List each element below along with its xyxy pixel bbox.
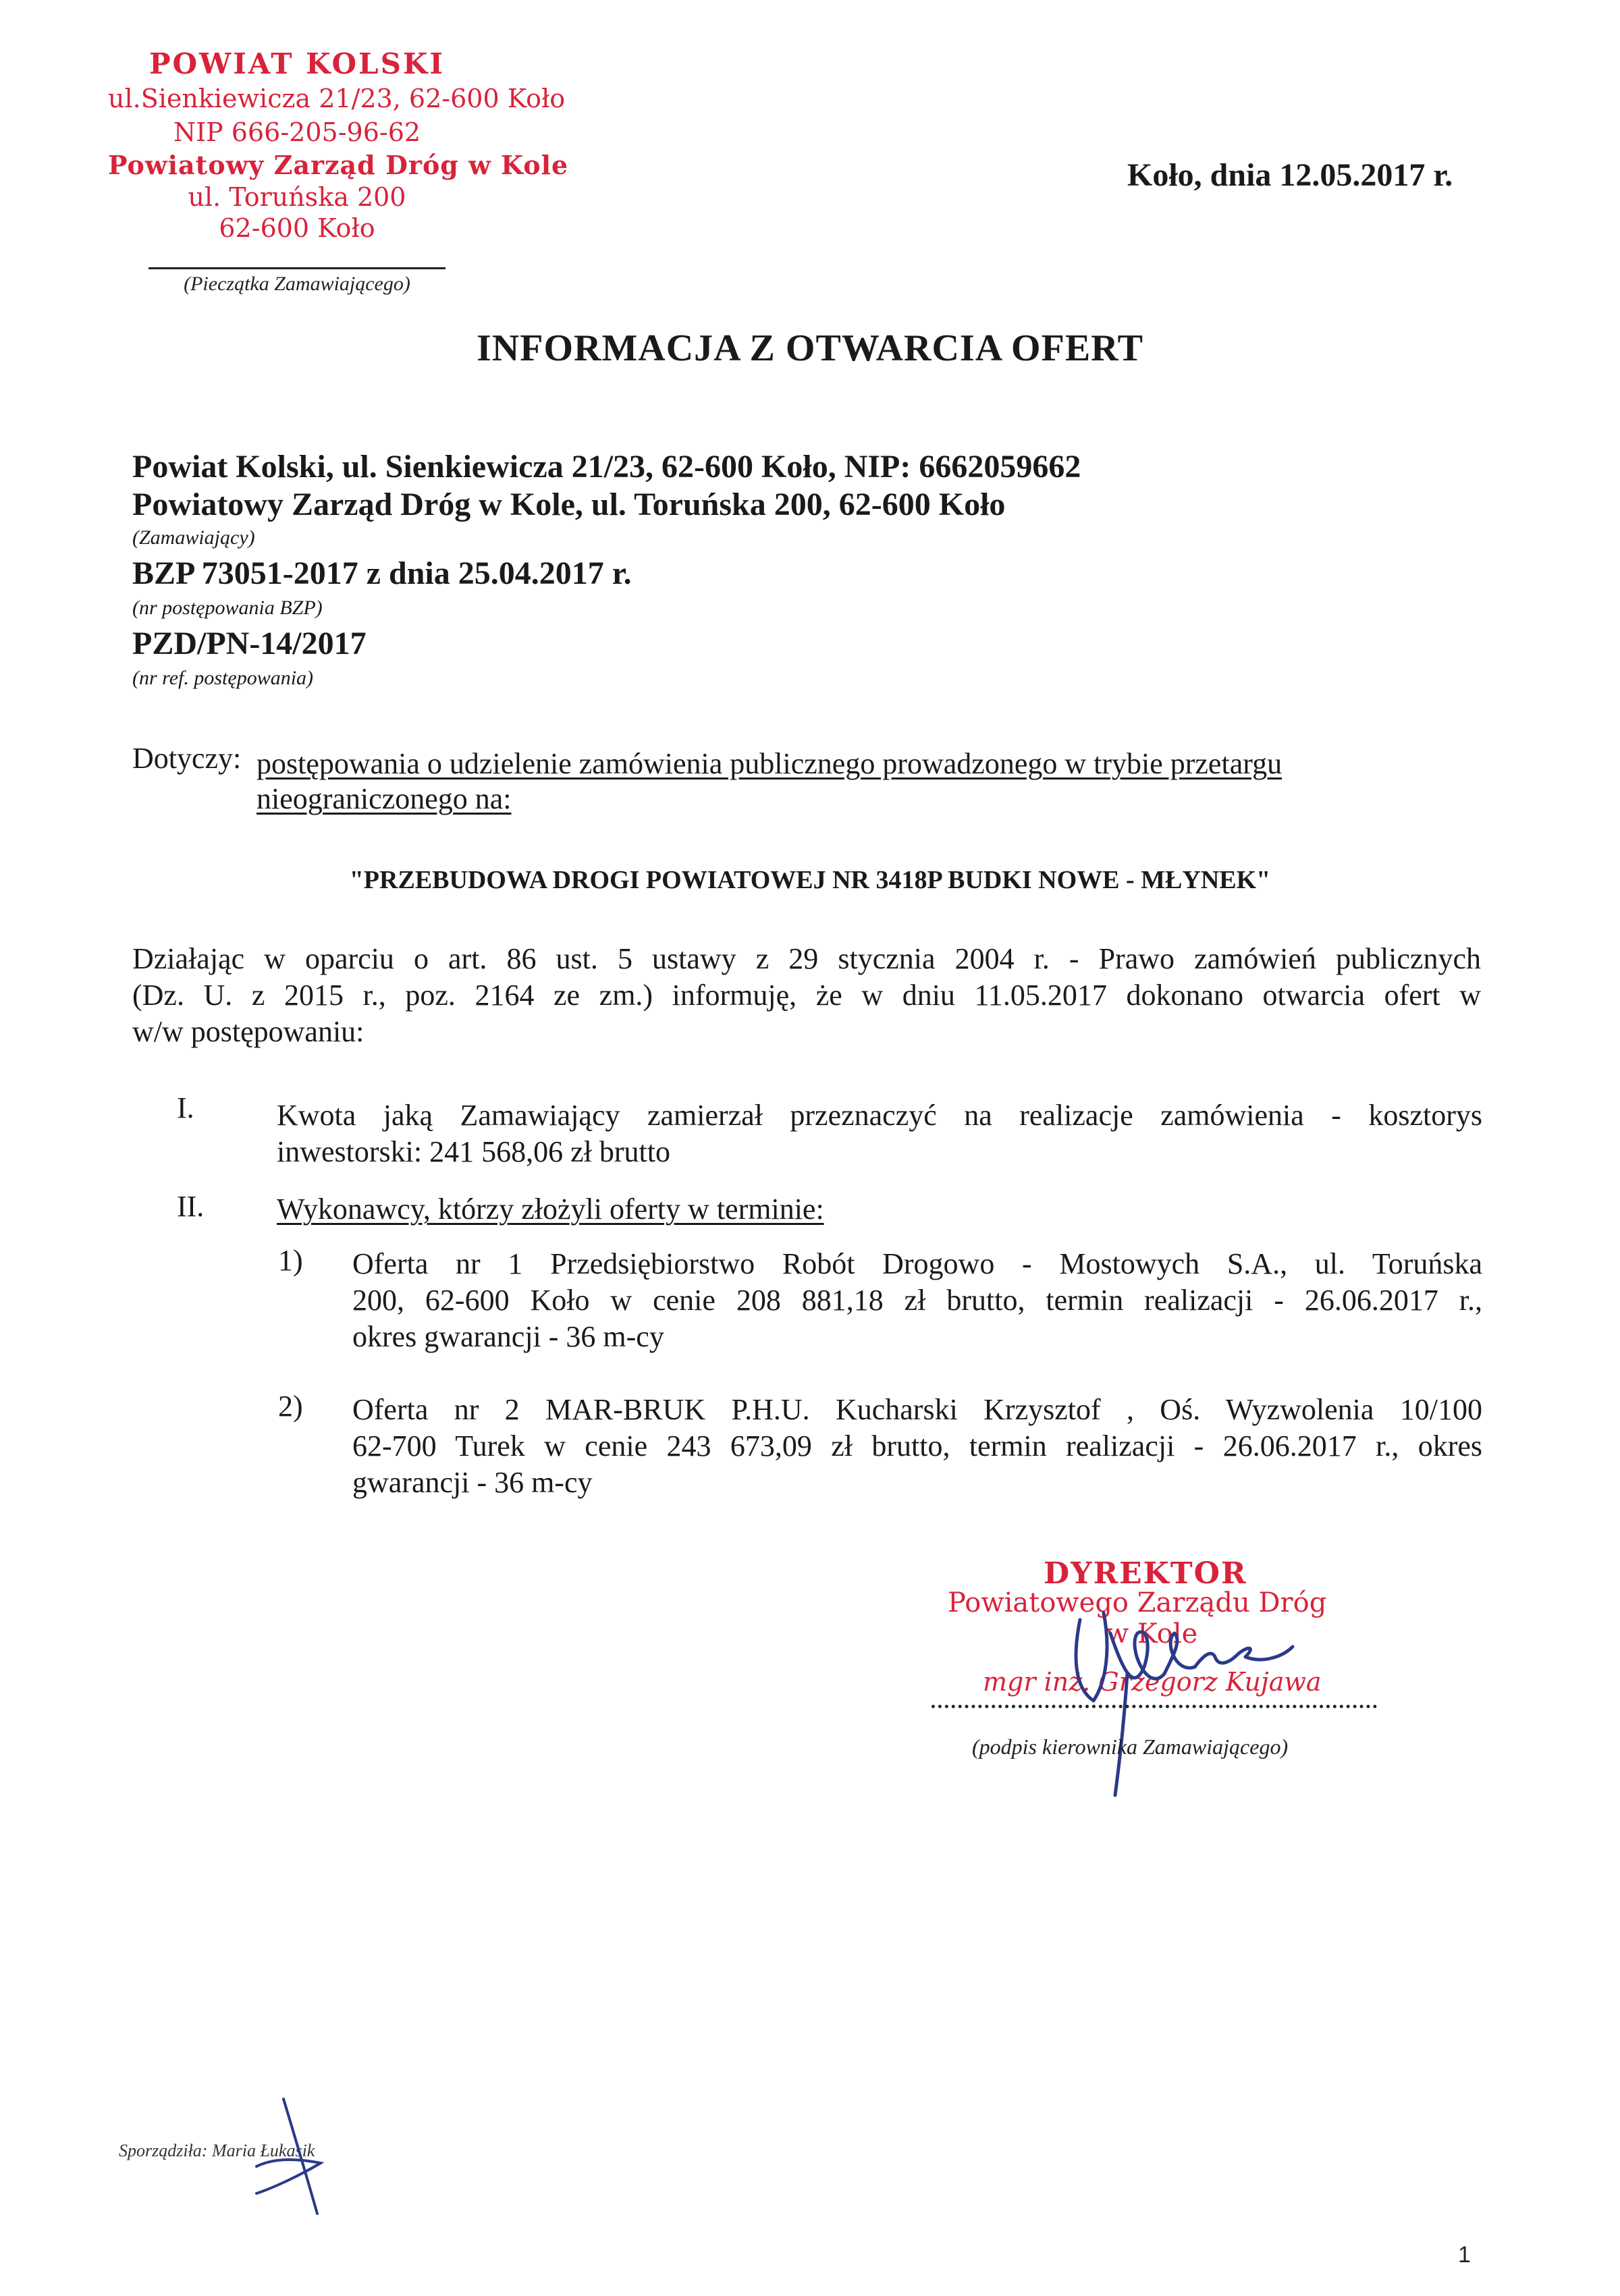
stamp-address: ul.Sienkiewicza 21/23, 62-600 Koło [108,84,566,113]
offer-1-line-2: 200, 62-600 Koło w cenie 208 881,18 zł brutto, termin realizacji - 26.06.2017 r., [352,1284,1482,1317]
offer-2-line-2: 62-700 Turek w cenie 243 673,09 zł brutto, termin realizacji - 26.06.2017 r., okres [352,1429,1482,1463]
section-1-text [277,1097,1482,1170]
reference-number: PZD/PN-14/2017 [132,626,367,661]
orderer-stamp [108,47,569,304]
document-date: Koło, dnia 12.05.2017 r. [1127,157,1453,193]
bzp-note: (nr postępowania BZP) [132,597,323,619]
intro-line-2: (Dz. U. z 2015 r., poz. 2164 ze zm.) informuję, że w dniu 11.05.2017 dokonano otwarcia ofert w [132,979,1481,1012]
orderer-note: (Zamawiający) [132,526,255,549]
offer-1 [352,1246,1482,1355]
section-1-line-1: Kwota jaką Zamawiający zamierzał przeznaczyć na realizacje zamówienia - kosztorys [277,1099,1482,1132]
concerns-line-2: nieograniczonego na: [256,782,512,815]
stamp-county-name: POWIAT KOLSKI [148,47,446,80]
stamp-caption: (Pieczątka Zamawiającego) [184,273,410,295]
section-1-line-2: inwestorski: 241 568,06 zł brutto [277,1135,670,1168]
prepared-by: Sporządziła: Maria Łukasik [119,2141,315,2160]
intro-line-3: w/w postępowaniu: [132,1015,364,1048]
concerns-line-1: postępowania o udzielenie zamówienia publicznego prowadzonego w trybie przetargu [256,747,1282,780]
offer-2-line-1: Oferta nr 2 MAR-BRUK P.H.U. Kucharski Krzysztof , Oś. Wyzwolenia 10/100 [352,1393,1482,1426]
signature-caption: (podpis kierownika Zamawiającego) [972,1734,1289,1759]
offer-1-line-1: Oferta nr 1 Przedsiębiorstwo Robót Drogowo - Mostowych S.A., ul. Toruńska [352,1247,1482,1280]
offer-2-number: 2) [278,1390,303,1423]
handwritten-signature [972,1573,1310,1802]
reference-note: (nr ref. postępowania) [132,667,314,689]
stamp-street: ul. Toruńska 200 [188,182,406,212]
page-number: 1 [1458,2242,1471,2268]
signature-authority: Powiatowego Zarządu Dróg [948,1587,1327,1618]
section-2-heading: Wykonawcy, którzy złożyli oferty w terminie: [277,1193,824,1226]
stamp-nip: NIP 666-205-96-62 [173,117,421,147]
section-1-numeral: I. [177,1091,194,1124]
concerns-label: Dotyczy: [132,742,242,775]
procurement-subject: "PRZEBUDOWA DROGI POWIATOWEJ NR 3418P BUDKI NOWE - MŁYNEK" [349,866,1271,894]
offer-1-number: 1) [278,1244,303,1277]
stamp-underline [148,267,446,269]
signature-title: DYREKTOR [1044,1556,1247,1591]
prepared-by-initials [202,2092,378,2227]
intro-paragraph [132,941,1481,1050]
orderer-line-2: Powiatowy Zarząd Dróg w Kole, ul. Toruńska 200, 62-600 Koło [132,487,1006,522]
stamp-postcode: 62-600 Koło [219,213,375,243]
signature-dotted-line [932,1705,1377,1708]
offer-2-line-3: gwarancji - 36 m-cy [352,1466,593,1499]
stamp-authority: Powiatowy Zarząd Dróg w Kole [108,150,569,180]
signature-city: w Kole [1106,1618,1198,1649]
offer-1-line-3: okres gwarancji - 36 m-cy [352,1320,664,1353]
orderer-line-1: Powiat Kolski, ul. Sienkiewicza 21/23, 62-600 Koło, NIP: 6662059662 [132,449,1081,485]
bzp-number: BZP 73051-2017 z dnia 25.04.2017 r. [132,555,632,591]
section-2-numeral: II. [177,1190,205,1223]
intro-line-1: Działając w oparciu o art. 86 ust. 5 ustawy z 29 stycznia 2004 r. - Prawo zamówień publicznych [132,942,1481,975]
offer-2 [352,1392,1482,1501]
document-title: INFORMACJA Z OTWARCIA OFERT [477,327,1143,369]
signatory-name: mgr inż. Grzegorz Kujawa [983,1667,1322,1697]
